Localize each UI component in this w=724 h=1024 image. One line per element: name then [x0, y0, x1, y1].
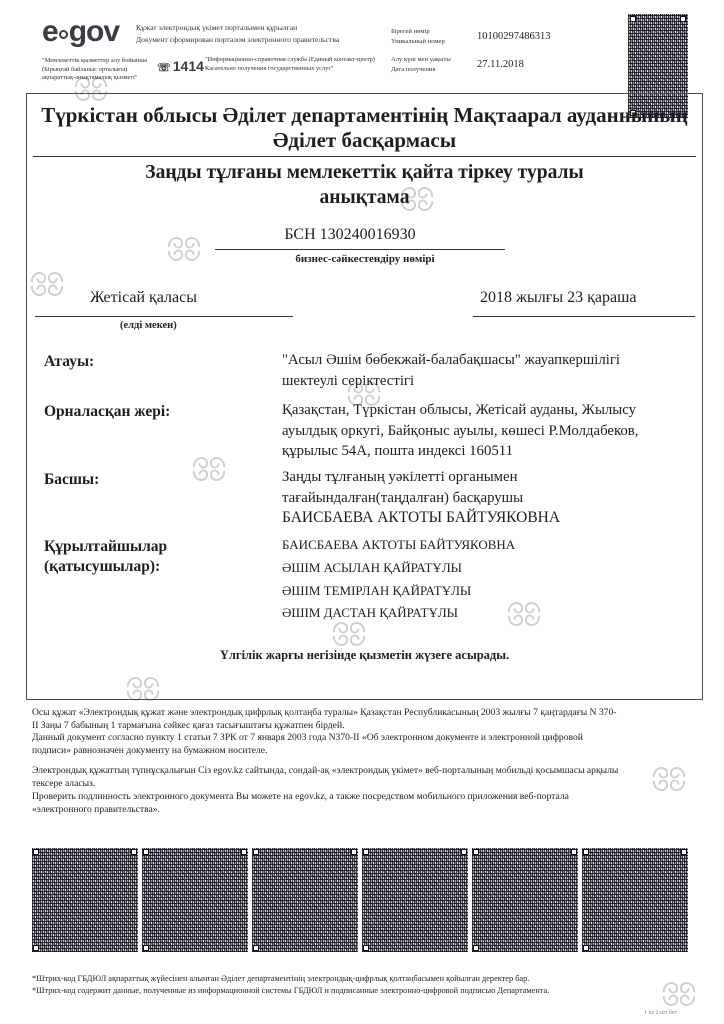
head-label: Басшы:	[44, 471, 100, 488]
location-value: Қазақстан, Түркістан облысы, Жетісай ауданы, Жылысу ауылдық оркугі, Байқоныс ауылы, көшесі Р.Молдабеков, құрылыс 54А, пошта индексі 160511	[282, 402, 639, 459]
legal-note-ru: Данный документ согласно пункту 1 статьи 7 ЗРК от 7 января 2003 года N370-II «Об электронном документе и электронной цифровой подписи» равнозначен документу на бумажном носителе.	[32, 732, 583, 756]
name-label: Атауы:	[44, 353, 95, 370]
date-underline	[473, 316, 695, 317]
settlement-caption: (елді мекен)	[120, 320, 177, 331]
barcode-block-4	[362, 848, 468, 952]
receipt-date-label: Алу күні мен уақыты Дата получения	[391, 56, 451, 73]
barcode-block-6	[582, 848, 688, 952]
unique-number-label: Бірегей нөмір Уникальный номер	[391, 28, 445, 45]
barcode-strip	[32, 848, 688, 952]
legal-note-kz: Осы құжат «Электрондық құжат және электрондық цифрлық қолтаңба туралы» Қазақстан Республикасының 2003 жылғы 7 қаңтардағы N 370- II Заңы 7 бабының 1 тармағына сәйкес қағаз тасығыштағы құжатпен бірдей.	[32, 707, 617, 731]
verify-note-ru: Проверить подлинность электронного документа Вы можете на egov.kz, а также посредством мобильного приложения веб-портала «электронного правительства».	[32, 791, 569, 815]
service-note-ru: "Информационно-справочная служба (Единый контакт-центр) Касательно получения государственных услуг"	[205, 56, 375, 72]
service-note-kz: "Мемлекеттік қызметтер алу бойынша (Бірыңғай байланыс орталығы) ақпараттық-анықтамалық қызметі"	[42, 57, 148, 82]
name-value: "Асыл Әшім бөбекжай-балабақшасы" жауапкершілігі шектеулі серіктестігі	[282, 352, 621, 389]
barcode-block-3	[252, 848, 358, 952]
portal-note	[136, 22, 339, 46]
page-counter: 1 из 2 шт бет	[644, 1010, 678, 1016]
egov-logo: e gov	[42, 15, 120, 48]
head-value: Заңды тұлғаның уәкілетті органымен тағайындалған(таңдалған) басқарушы БАИСБАЕВА АКТОТЫ БАЙТУЯКОВНА	[282, 469, 561, 526]
settlement-value: Жетісай қаласы	[90, 289, 197, 306]
barcode-footnote-kz: *Штрих-код ГБДЮЛ ақпараттық жүйесінен алынған Әділет департаментінің электрондық-цифрлық қолтаңбасымен қойылған деректер бар.	[32, 974, 530, 983]
founders-label: Құрылтайшылар (қатысушылар):	[44, 538, 168, 575]
barcode-block-5	[472, 848, 578, 952]
title-divider	[33, 156, 696, 157]
verify-note-kz: Электрондық құжаттың түпнұсқалығын Сіз egov.kz сайтында, сондай-ақ «электрондық үкімет» веб-порталының мобильді қосымшасы арқылы тексере аласыз.	[32, 765, 619, 789]
issuing-authority: Түркістан облысы Әділет департаментінің Мақтаарал ауданнының Әділет басқармасы	[41, 103, 688, 152]
ornament-watermark-icon	[660, 975, 698, 1013]
barcode-footnote-ru: *Штрих-код содержит данные, полученные из информационной системы ГБДЮЛ и подписанные электронно-цифровой подписью Департамента.	[32, 986, 550, 995]
helpline-number: 1414	[172, 58, 204, 74]
phone-icon: ☏	[157, 62, 171, 74]
portal-note-ru: Документ сформирован порталом электронного правительства	[136, 35, 340, 44]
egov-logo-arrow-icon	[59, 30, 68, 39]
egov-header	[0, 0, 724, 90]
receipt-date-value: 27.11.2018	[477, 59, 524, 70]
document-title: Заңды тұлғаны мемлекеттік қайта тіркеу туралы анықтама	[145, 162, 584, 208]
helpline	[157, 58, 204, 74]
barcode-block-2	[142, 848, 248, 952]
founder-item: ӘШІМ ДАСТАН ҚАЙРАТҰЛЫ	[282, 605, 458, 620]
bin-underline	[215, 249, 505, 250]
barcode-block-1	[32, 848, 138, 952]
founder-item: БАИСБАЕВА АКТОТЫ БАЙТУЯКОВНА	[282, 537, 516, 552]
bin-caption: бизнес-сәйкестендіру нөмірі	[295, 253, 435, 265]
location-label: Орналасқан жері:	[44, 403, 171, 420]
settlement-underline	[35, 316, 293, 317]
registration-date: 2018 жылғы 23 қараша	[480, 289, 637, 306]
portal-note-kz: Құжат электрондық үкімет порталымен құрылған	[136, 23, 298, 32]
founder-item: ӘШІМ ТЕМІРЛАН ҚАЙРАТҰЛЫ	[282, 583, 472, 598]
unique-number-value: 10100297486313	[477, 31, 551, 42]
founder-item: ӘШІМ АСЫЛАН ҚАЙРАТҰЛЫ	[282, 560, 462, 575]
bin-value: БСН 130240016930	[284, 226, 416, 243]
activity-basis: Үлгілік жарғы негізінде қызметін жүзеге асырады.	[219, 648, 510, 662]
